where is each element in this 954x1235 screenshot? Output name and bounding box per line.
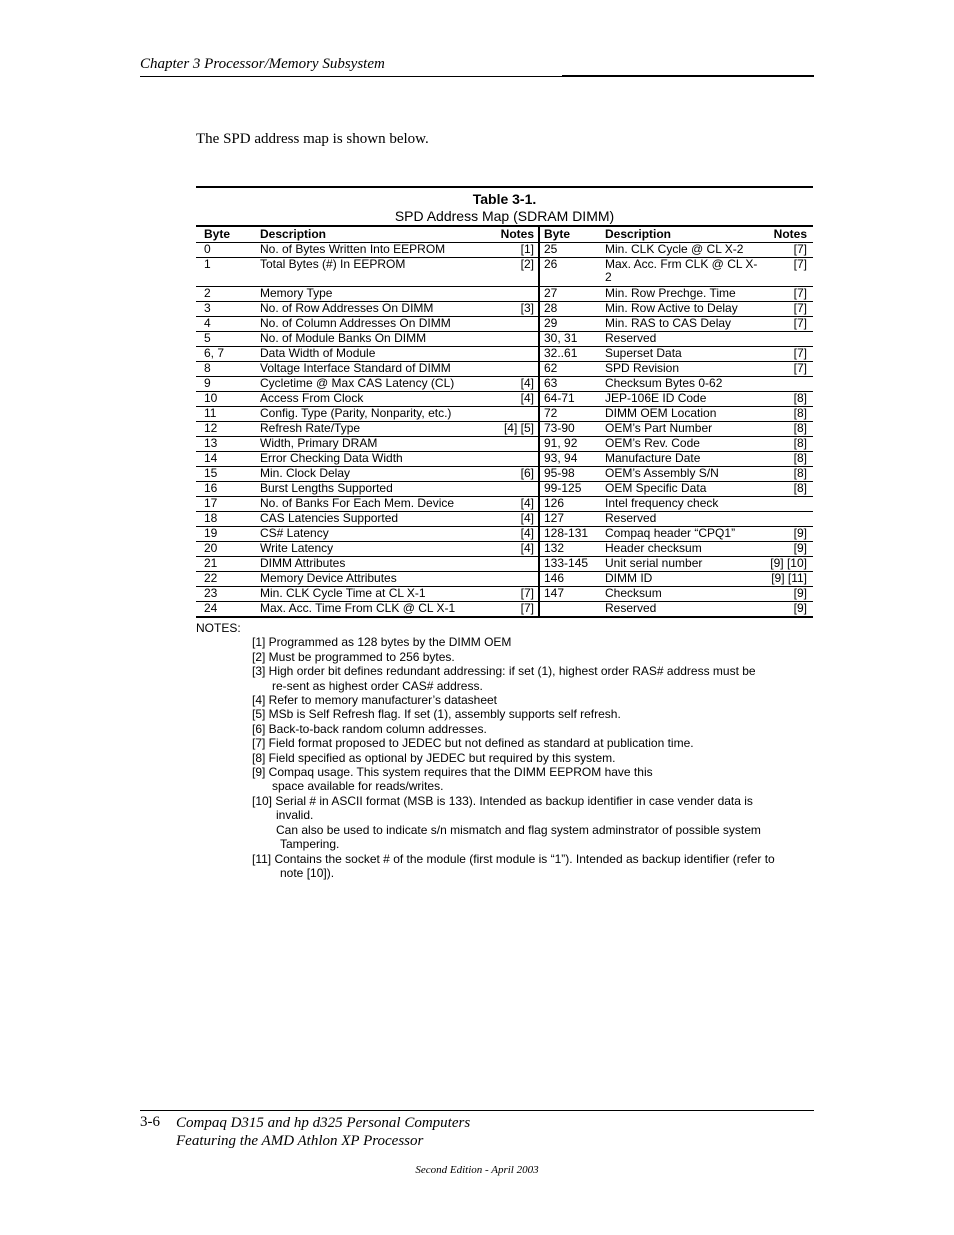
cell-byte: 13 xyxy=(196,437,256,452)
table-row xyxy=(196,557,813,572)
cell-description: DIMM Attributes xyxy=(256,557,484,572)
cell-description: Write Latency xyxy=(256,542,484,557)
cell-notes-right: [7] xyxy=(762,317,813,332)
cell-description-right: Checksum Bytes 0-62 xyxy=(601,377,762,392)
note-item-continuation: Can also be used to indicate s/n mismatch and flag system adminstrator of possible system xyxy=(276,822,761,837)
cell-description: No. of Banks For Each Mem. Device xyxy=(256,497,484,512)
cell-description: Min. CLK Cycle Time at CL X-1 xyxy=(256,587,484,602)
cell-byte: 0 xyxy=(196,243,256,258)
notes-list xyxy=(252,635,816,880)
note-item: [6] Back-to-back random column addresses. xyxy=(252,721,487,736)
cell-byte-right: 28 xyxy=(539,302,601,317)
table-row xyxy=(196,332,813,347)
cell-byte: 1 xyxy=(196,258,256,287)
cell-notes-right xyxy=(762,497,813,512)
cell-byte-right: 146 xyxy=(539,572,601,587)
cell-byte-right: 99-125 xyxy=(539,482,601,497)
cell-byte-right: 64-71 xyxy=(539,392,601,407)
table-row xyxy=(196,602,813,618)
note-item-continuation: re-sent as highest order CAS# address. xyxy=(272,678,483,693)
cell-description: Memory Device Attributes xyxy=(256,572,484,587)
cell-byte: 9 xyxy=(196,377,256,392)
table-subcaption: SPD Address Map (SDRAM DIMM) xyxy=(394,208,615,224)
table-row xyxy=(196,572,813,587)
note-item: [9] Compaq usage. This system requires that the DIMM EEPROM have this xyxy=(252,765,653,780)
table-row xyxy=(196,437,813,452)
cell-notes: [4] xyxy=(484,512,539,527)
cell-notes-right: [8] xyxy=(762,467,813,482)
cell-notes xyxy=(484,332,539,347)
note-item-continuation: Tampering. xyxy=(280,837,340,852)
cell-byte: 19 xyxy=(196,527,256,542)
cell-description: Data Width of Module xyxy=(256,347,484,362)
cell-notes-right: [7] xyxy=(762,243,813,258)
cell-byte-right: 62 xyxy=(539,362,601,377)
note-item: [2] Must be programmed to 256 bytes. xyxy=(252,649,455,664)
cell-description: Refresh Rate/Type xyxy=(256,422,484,437)
footer-rule xyxy=(140,1110,814,1111)
cell-byte: 18 xyxy=(196,512,256,527)
cell-byte-right: 133-145 xyxy=(539,557,601,572)
cell-byte: 5 xyxy=(196,332,256,347)
cell-byte-right: 32..61 xyxy=(539,347,601,362)
cell-description: Total Bytes (#) In EEPROM xyxy=(256,258,484,287)
cell-description: Error Checking Data Width xyxy=(256,452,484,467)
cell-description-right: Unit serial number xyxy=(601,557,762,572)
cell-byte: 4 xyxy=(196,317,256,332)
cell-byte-right: 25 xyxy=(539,243,601,258)
cell-description-right: Manufacture Date xyxy=(601,452,762,467)
cell-byte-right: 128-131 xyxy=(539,527,601,542)
table-row xyxy=(196,302,813,317)
cell-description-right: Superset Data xyxy=(601,347,762,362)
cell-byte: 24 xyxy=(196,602,256,618)
note-item-continuation: invalid. xyxy=(276,808,314,823)
cell-description: Voltage Interface Standard of DIMM xyxy=(256,362,484,377)
cell-description-right: DIMM ID xyxy=(601,572,762,587)
table-row xyxy=(196,392,813,407)
cell-byte: 20 xyxy=(196,542,256,557)
cell-notes xyxy=(484,317,539,332)
note-item-continuation: note [10]). xyxy=(280,865,335,880)
cell-notes: [4] xyxy=(484,542,539,557)
cell-description: Max. Acc. Time From CLK @ CL X-1 xyxy=(256,602,484,618)
cell-description-right: SPD Revision xyxy=(601,362,762,377)
note-item: [3] High order bit defines redundant addressing: if set (1), highest order RAS# address must be xyxy=(252,664,756,679)
table-row xyxy=(196,317,813,332)
cell-description-right: OEM’s Part Number xyxy=(601,422,762,437)
cell-notes-right: [8] xyxy=(762,437,813,452)
cell-notes-right: [9] [10] xyxy=(762,557,813,572)
cell-byte-right: 63 xyxy=(539,377,601,392)
cell-byte: 23 xyxy=(196,587,256,602)
cell-notes-right: [7] xyxy=(762,258,813,287)
cell-description-right: Reserved xyxy=(601,602,762,618)
note-item: [4] Refer to memory manufacturer’s datasheet xyxy=(252,693,498,708)
cell-description-right: Max. Acc. Frm CLK @ CL X-2 xyxy=(601,258,762,287)
cell-notes: [4] xyxy=(484,392,539,407)
cell-description-right: OEM Specific Data xyxy=(601,482,762,497)
cell-notes-right xyxy=(762,377,813,392)
cell-description: Memory Type xyxy=(256,287,484,302)
table-row xyxy=(196,527,813,542)
table-caption: Table 3-1. xyxy=(472,191,537,207)
column-header-byte-right: Byte xyxy=(539,226,601,243)
cell-notes: [3] xyxy=(484,302,539,317)
column-header-notes-right: Notes xyxy=(762,226,813,243)
cell-notes-right: [8] xyxy=(762,392,813,407)
cell-description-right: Reserved xyxy=(601,512,762,527)
cell-description-right: Compaq header “CPQ1” xyxy=(601,527,762,542)
cell-notes xyxy=(484,287,539,302)
cell-byte-right: 93, 94 xyxy=(539,452,601,467)
cell-notes-right: [9] xyxy=(762,527,813,542)
cell-byte-right: 127 xyxy=(539,512,601,527)
footer-title-line2: Featuring the AMD Athlon XP Processor xyxy=(176,1133,424,1149)
cell-description: Min. Clock Delay xyxy=(256,467,484,482)
table-row xyxy=(196,482,813,497)
cell-description: Cycletime @ Max CAS Latency (CL) xyxy=(256,377,484,392)
table-row xyxy=(196,587,813,602)
cell-notes-right: [7] xyxy=(762,302,813,317)
cell-notes xyxy=(484,572,539,587)
cell-byte: 3 xyxy=(196,302,256,317)
table-row xyxy=(196,407,813,422)
footer-title-line1: Compaq D315 and hp d325 Personal Computers xyxy=(176,1115,471,1131)
cell-byte-right: 132 xyxy=(539,542,601,557)
column-header-description: Description xyxy=(256,226,484,243)
table-row xyxy=(196,467,813,482)
cell-notes: [1] xyxy=(484,243,539,258)
cell-byte: 14 xyxy=(196,452,256,467)
intro-text: The SPD address map is shown below. xyxy=(196,131,429,147)
spd-table-block xyxy=(196,186,813,618)
cell-description: No. of Module Banks On DIMM xyxy=(256,332,484,347)
table-row xyxy=(196,422,813,437)
cell-byte: 8 xyxy=(196,362,256,377)
cell-notes-right: [7] xyxy=(762,362,813,377)
header-rule-accent xyxy=(562,75,814,77)
cell-notes-right: [8] xyxy=(762,422,813,437)
table-header-row xyxy=(196,226,813,243)
cell-byte-right: 27 xyxy=(539,287,601,302)
cell-notes-right xyxy=(762,332,813,347)
cell-description-right: Checksum xyxy=(601,587,762,602)
table-row xyxy=(196,347,813,362)
cell-description: Width, Primary DRAM xyxy=(256,437,484,452)
note-item: [8] Field specified as optional by JEDEC but required by this system. xyxy=(252,750,616,765)
cell-byte: 6, 7 xyxy=(196,347,256,362)
column-header-byte: Byte xyxy=(196,226,256,243)
table-row xyxy=(196,258,813,287)
footer-page-number: 3-6 xyxy=(140,1114,160,1130)
table-body xyxy=(196,243,813,618)
spd-address-table xyxy=(196,225,813,618)
cell-description-right: Min. RAS to CAS Delay xyxy=(601,317,762,332)
cell-description-right: Header checksum xyxy=(601,542,762,557)
cell-notes xyxy=(484,347,539,362)
cell-description: No. of Row Addresses On DIMM xyxy=(256,302,484,317)
cell-description: Access From Clock xyxy=(256,392,484,407)
cell-byte-right: 147 xyxy=(539,587,601,602)
cell-byte: 10 xyxy=(196,392,256,407)
cell-byte-right: 26 xyxy=(539,258,601,287)
cell-notes xyxy=(484,407,539,422)
table-top-rule xyxy=(196,186,813,188)
cell-notes-right: [9] [11] xyxy=(762,572,813,587)
cell-notes-right: [7] xyxy=(762,287,813,302)
table-row xyxy=(196,452,813,467)
table-row xyxy=(196,362,813,377)
cell-byte: 21 xyxy=(196,557,256,572)
cell-notes xyxy=(484,452,539,467)
cell-byte: 2 xyxy=(196,287,256,302)
cell-notes-right: [9] xyxy=(762,587,813,602)
column-header-notes: Notes xyxy=(484,226,539,243)
cell-notes: [7] xyxy=(484,602,539,618)
cell-byte: 11 xyxy=(196,407,256,422)
note-item: [1] Programmed as 128 bytes by the DIMM OEM xyxy=(252,635,512,650)
cell-notes-right xyxy=(762,512,813,527)
cell-notes-right: [8] xyxy=(762,482,813,497)
cell-notes: [2] xyxy=(484,258,539,287)
cell-notes: [7] xyxy=(484,587,539,602)
cell-byte-right: 95-98 xyxy=(539,467,601,482)
cell-notes-right: [8] xyxy=(762,452,813,467)
cell-byte-right: 29 xyxy=(539,317,601,332)
cell-byte-right: 91, 92 xyxy=(539,437,601,452)
cell-description-right: Reserved xyxy=(601,332,762,347)
cell-notes: [4] [5] xyxy=(484,422,539,437)
cell-notes: [4] xyxy=(484,497,539,512)
note-item: [10] Serial # in ASCII format (MSB is 133). Intended as backup identifier in case vender data is xyxy=(252,793,753,808)
cell-notes xyxy=(484,557,539,572)
cell-description-right: Min. CLK Cycle @ CL X-2 xyxy=(601,243,762,258)
footer-edition: Second Edition - April 2003 xyxy=(415,1164,539,1176)
table-row xyxy=(196,287,813,302)
cell-description-right: Intel frequency check xyxy=(601,497,762,512)
cell-notes-right: [9] xyxy=(762,542,813,557)
table-row xyxy=(196,243,813,258)
cell-notes xyxy=(484,362,539,377)
cell-notes: [6] xyxy=(484,467,539,482)
cell-description-right: DIMM OEM Location xyxy=(601,407,762,422)
cell-notes: [4] xyxy=(484,527,539,542)
cell-byte-right: 72 xyxy=(539,407,601,422)
table-row xyxy=(196,377,813,392)
cell-byte: 12 xyxy=(196,422,256,437)
cell-byte-right xyxy=(539,602,601,618)
cell-description: CS# Latency xyxy=(256,527,484,542)
table-row xyxy=(196,512,813,527)
notes-title: NOTES: xyxy=(196,621,241,635)
cell-description-right: JEP-106E ID Code xyxy=(601,392,762,407)
cell-notes: [4] xyxy=(484,377,539,392)
cell-description: Config. Type (Parity, Nonparity, etc.) xyxy=(256,407,484,422)
note-item: [5] MSb is Self Refresh flag. If set (1), assembly supports self refresh. xyxy=(252,707,621,722)
cell-description: No. of Bytes Written Into EEPROM xyxy=(256,243,484,258)
note-item: [11] Contains the socket # of the module (first module is “1”). Intended as backup identifier (refer to xyxy=(252,851,775,866)
cell-byte: 16 xyxy=(196,482,256,497)
cell-notes-right: [9] xyxy=(762,602,813,618)
cell-byte-right: 30, 31 xyxy=(539,332,601,347)
cell-description-right: Min. Row Active to Delay xyxy=(601,302,762,317)
cell-description: No. of Column Addresses On DIMM xyxy=(256,317,484,332)
cell-description: Burst Lengths Supported xyxy=(256,482,484,497)
running-header: Chapter 3 Processor/Memory Subsystem xyxy=(140,56,385,72)
table-row xyxy=(196,497,813,512)
cell-byte: 15 xyxy=(196,467,256,482)
cell-description-right: Min. Row Prechge. Time xyxy=(601,287,762,302)
cell-description: CAS Latencies Supported xyxy=(256,512,484,527)
cell-notes-right: [7] xyxy=(762,347,813,362)
cell-description-right: OEM’s Rev. Code xyxy=(601,437,762,452)
cell-byte-right: 126 xyxy=(539,497,601,512)
notes-block xyxy=(196,621,816,880)
cell-notes xyxy=(484,437,539,452)
cell-notes-right: [8] xyxy=(762,407,813,422)
table-row xyxy=(196,542,813,557)
cell-byte: 22 xyxy=(196,572,256,587)
footer-title xyxy=(176,1114,470,1150)
column-header-description-right: Description xyxy=(601,226,762,243)
note-item-continuation: space available for reads/writes. xyxy=(272,779,444,794)
cell-byte: 17 xyxy=(196,497,256,512)
cell-description-right: OEM’s Assembly S/N xyxy=(601,467,762,482)
note-item: [7] Field format proposed to JEDEC but not defined as standard at publication time. xyxy=(252,736,694,751)
cell-notes xyxy=(484,482,539,497)
cell-byte-right: 73-90 xyxy=(539,422,601,437)
